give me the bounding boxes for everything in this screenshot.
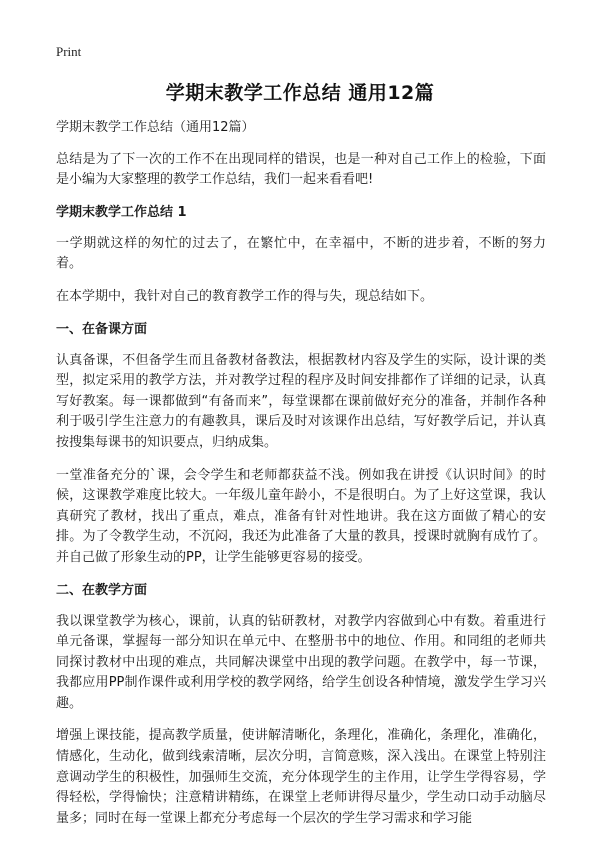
section-heading: 学期末教学工作总结 1 bbox=[56, 204, 187, 220]
document-body bbox=[56, 118, 546, 841]
subsection-heading-preparation: 一、在备课方面 bbox=[56, 321, 148, 337]
paragraph: 在本学期中，我针对自己的教育教学工作的得与失，现总结如下。 bbox=[56, 288, 434, 304]
paragraph: 我以课堂教学为核心，课前，认真的钻研教材，对教学内容做到心中有数。着重进行单元备课，掌握每一部分知识在单元中、在整册书中的地位、作用。和同组的老师共同探讨教材中出现的难点，共同解决课堂中出现的教学问题。在教学中，每一节课，我都应用PP制作课件或利用学校的教学网络，给学生创设各种情境，激发学生学习兴趣。 bbox=[56, 613, 546, 711]
paragraph: 一学期就这样的匆忙的过去了，在繁忙中，在幸福中，不断的进步着，不断的努力着。 bbox=[56, 235, 546, 272]
paragraph: 一堂准备充分的`课，会令学生和老师都获益不浅。例如我在讲授《认识时间》的时候，这课教学难度比较大。一年级儿童年龄小，不是很明白。为了上好这堂课，我认真研究了教材，找出了重点，难点，准备有针对性地讲。我在这方面做了精心的安排。为了令教学生动，不沉闷，我还为此准备了大量的教具，授课时就胸有成竹了。并自己做了形象生动的PP，让学生能够更容易的接受。 bbox=[56, 467, 546, 565]
page-title: 学期末教学工作总结 通用12篇 bbox=[165, 82, 435, 104]
subsection-heading-teaching: 二、在教学方面 bbox=[56, 582, 148, 598]
intro-paragraph: 总结是为了下一次的工作不在出现同样的错误，也是一种对自己工作上的检验，下面是小编为大家整理的教学工作总结，我们一起来看看吧! bbox=[56, 151, 546, 188]
document-subtitle: 学期末教学工作总结（通用12篇） bbox=[56, 120, 255, 135]
paragraph: 增强上课技能，提高教学质量，使讲解清晰化，条理化，准确化，条理化，准确化，情感化，生动化，做到线索清晰，层次分明，言简意赅，深入浅出。在课堂上特别注意调动学生的积极性，加强师生交流，充分体现学生的主作用，让学生学得容易，学得轻松，学得愉快；注意精讲精练，在课堂上老师讲得尽量少，学生动口动手动脑尽量多；同时在每一堂课上都充分考虑每一个层次的学生学习需求和学习能 bbox=[56, 728, 546, 826]
print-link[interactable]: Print bbox=[56, 44, 82, 59]
paragraph: 认真备课，不但备学生而且备教材备教法，根据教材内容及学生的实际，设计课的类型，拟定采用的教学方法，并对教学过程的程序及时间安排都作了详细的记录，认真写好教案。每一课都做到“有备而来”，每堂课都在课前做好充分的准备，并制作各种利于吸引学生注意力的有趣教具，课后及时对该课作出总结，写好教学后记，并认真按搜集每课书的知识要点，归纳成集。 bbox=[56, 352, 546, 450]
